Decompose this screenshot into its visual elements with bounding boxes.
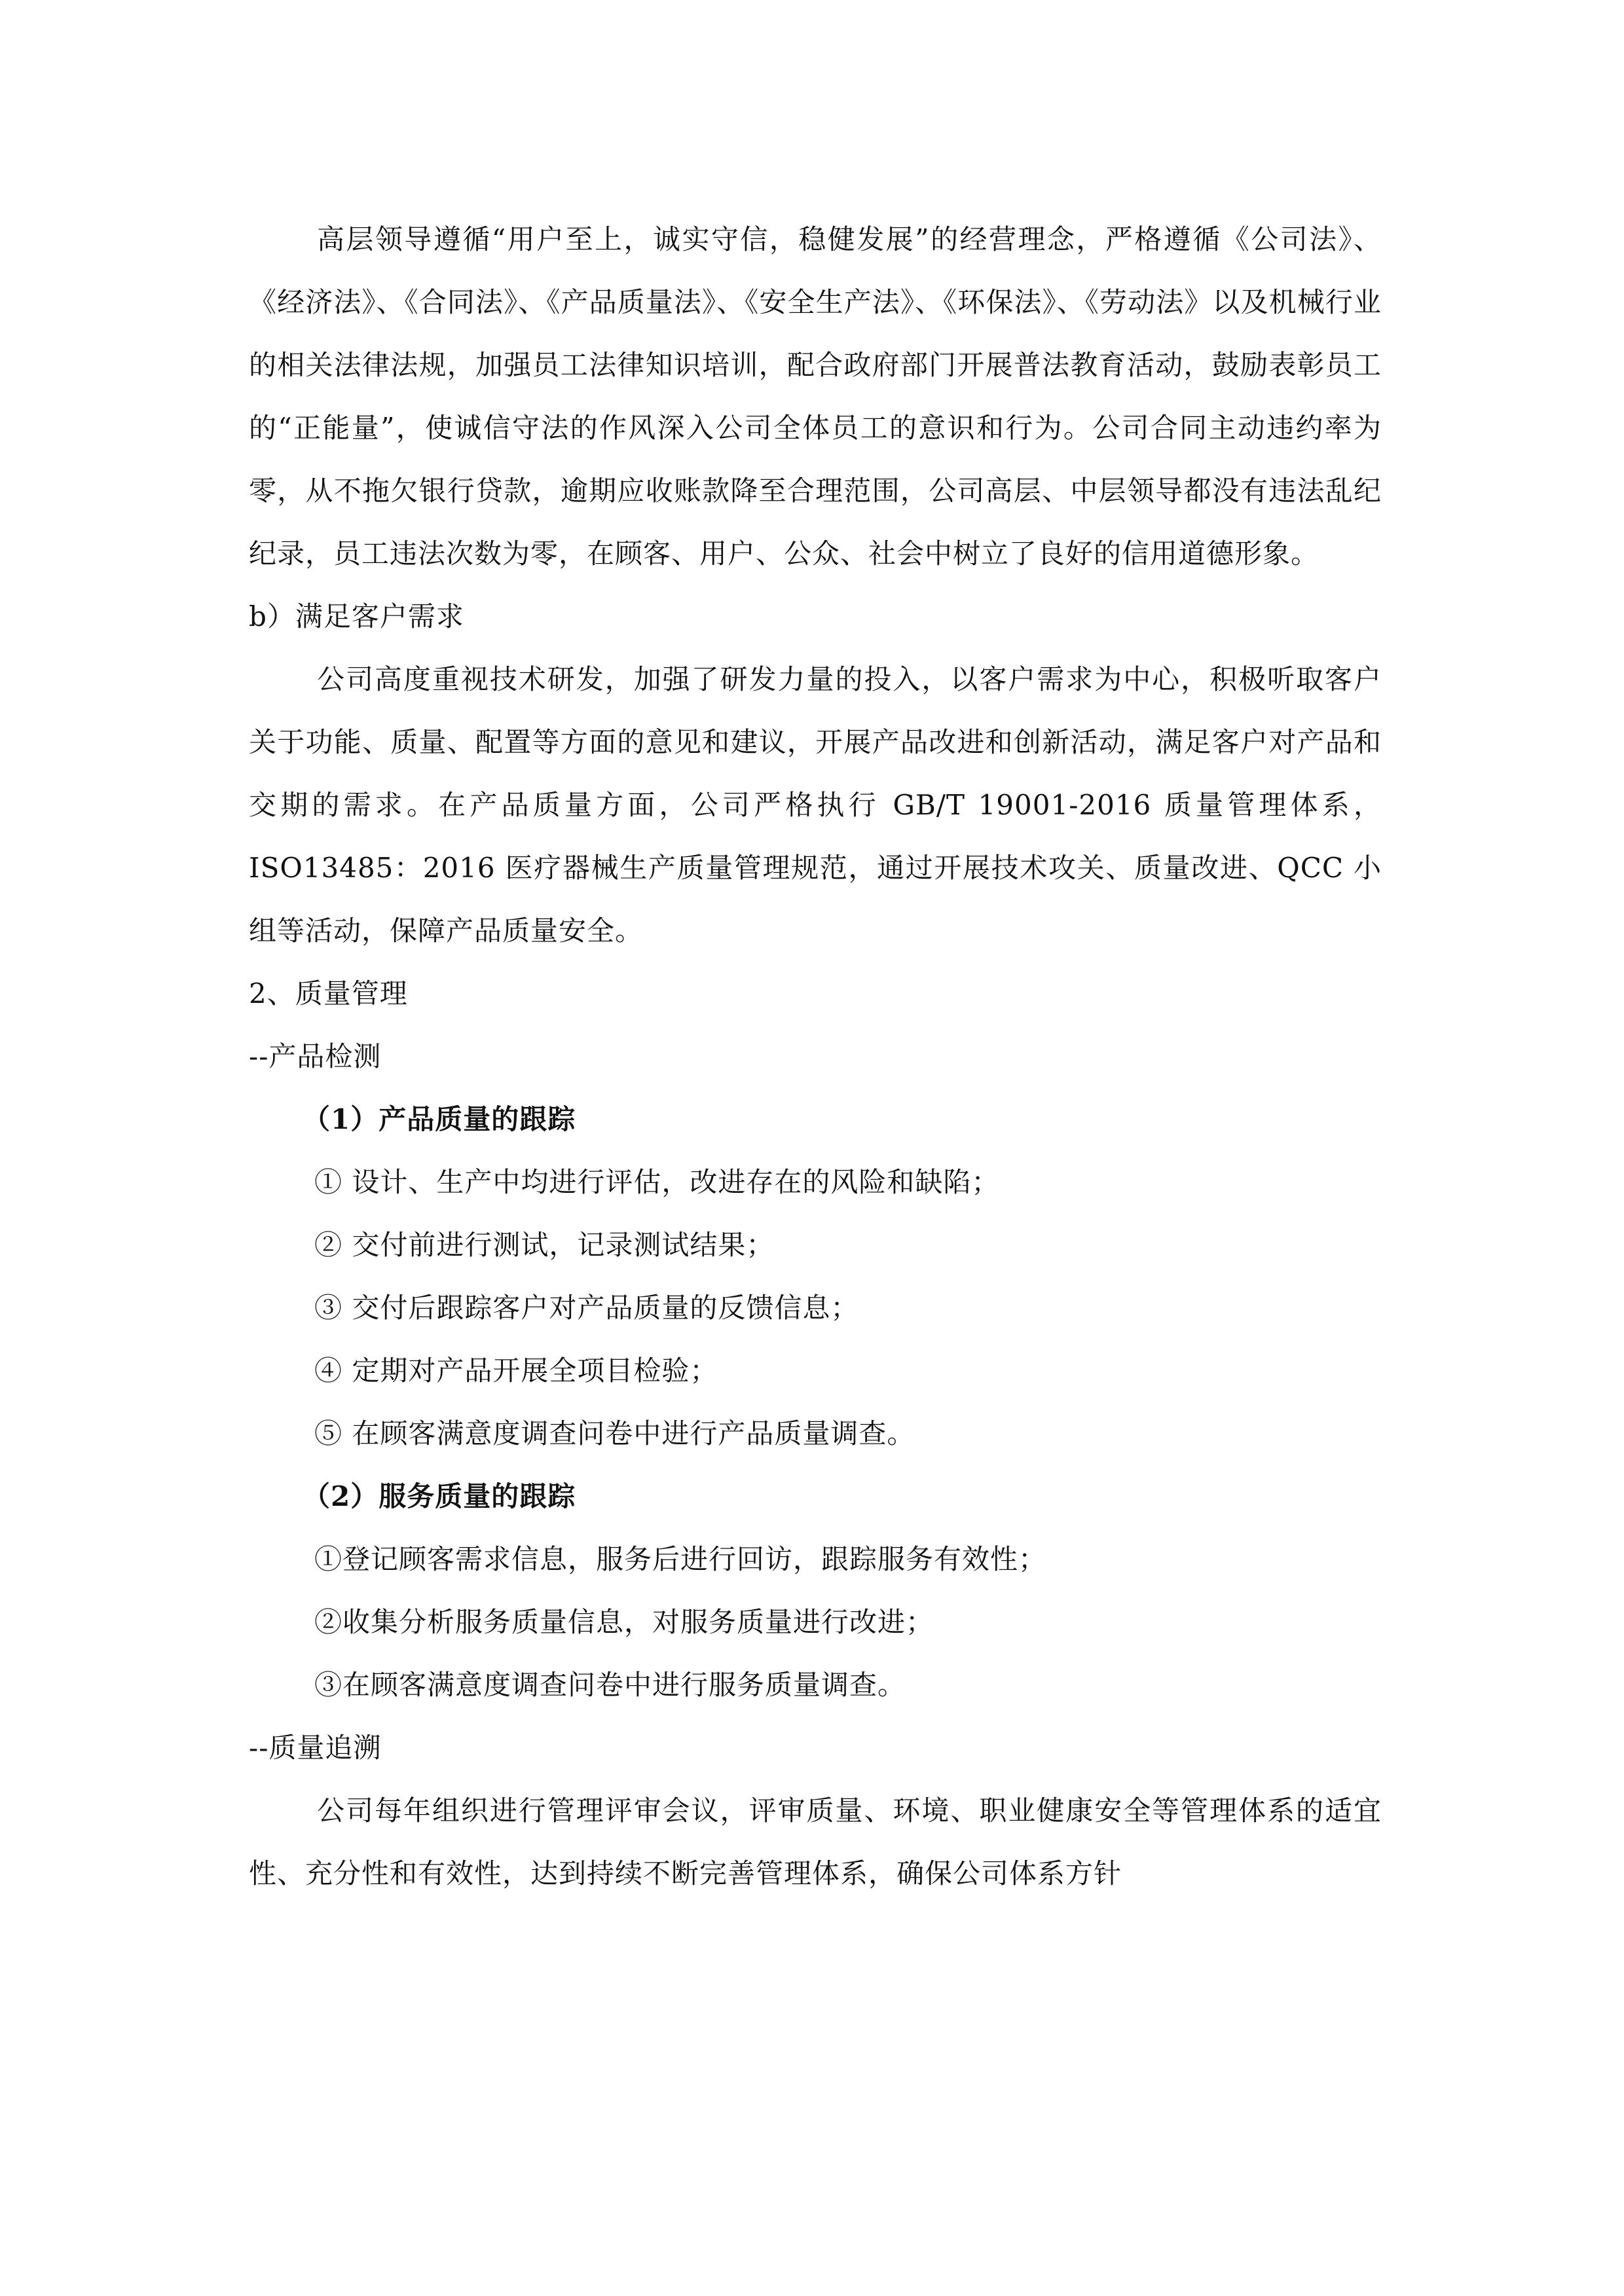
list-item: ④ 定期对产品开展全项目检验； bbox=[314, 1355, 718, 1387]
heading-customer-needs: b）满足客户需求 bbox=[249, 600, 464, 632]
heading-quality-management: 2、质量管理 bbox=[249, 977, 408, 1010]
document-body bbox=[249, 208, 1382, 1905]
subheading-product-quality-tracking: （1）产品质量的跟踪 bbox=[303, 1103, 576, 1135]
list-item: ②收集分析服务质量信息，对服务质量进行改进； bbox=[314, 1606, 934, 1638]
list-item: ③ 交付后跟踪客户对产品质量的反馈信息； bbox=[314, 1292, 859, 1324]
heading-product-inspection: --产品检测 bbox=[249, 1040, 382, 1072]
subheading-service-quality-tracking: （2）服务质量的跟踪 bbox=[303, 1480, 576, 1512]
paragraph-management-review: 公司每年组织进行管理评审会议，评审质量、环境、职业健康安全等管理体系的适宜性、充分性和有效性，达到持续不断完善管理体系，确保公司体系方针 bbox=[249, 1795, 1382, 1889]
heading-quality-traceability: --质量追溯 bbox=[249, 1732, 382, 1764]
paragraph-integrity-law: 高层领导遵循“用户至上，诚实守信，稳健发展”的经营理念，严格遵循《公司法》、《经济法》、《合同法》、《产品质量法》、《安全生产法》、《环保法》、《劳动法》以及机械行业的相关法律法规，加强员工法律知识培训，配合政府部门开展普法教育活动，鼓励表彰员工的“正能量”，使诚信守法的作风深入公司全体员工的意识和行为。公司合同主动违约率为零，从不拖欠银行贷款，逾期应收账款降至合理范围，公司高层、中层领导都没有违法乱纪纪录，员工违法次数为零，在顾客、用户、公众、社会中树立了良好的信用道德形象。 bbox=[249, 223, 1382, 570]
list-item: ③在顾客满意度调查问卷中进行服务质量调查。 bbox=[314, 1669, 906, 1701]
list-item: ①登记顾客需求信息，服务后进行回访，跟踪服务有效性； bbox=[314, 1543, 1047, 1575]
list-item: ② 交付前进行测试，记录测试结果； bbox=[314, 1229, 775, 1261]
list-item: ① 设计、生产中均进行评估，改进存在的风险和缺陷； bbox=[314, 1166, 1000, 1198]
list-item: ⑤ 在顾客满意度调查问卷中进行产品质量调查。 bbox=[314, 1417, 915, 1449]
paragraph-customer-needs: 公司高度重视技术研发，加强了研发力量的投入，以客户需求为中心，积极听取客户关于功能、质量、配置等方面的意见和建议，开展产品改进和创新活动，满足客户对产品和交期的需求。在产品质量方面，公司严格执行 GB/T 19001-2016 质量管理体系，ISO13485：2016 医疗器械生产质量管理规范，通过开展技术攻关、质量改进、QCC 小组等活动，保障产品质量安全。 bbox=[249, 663, 1382, 947]
